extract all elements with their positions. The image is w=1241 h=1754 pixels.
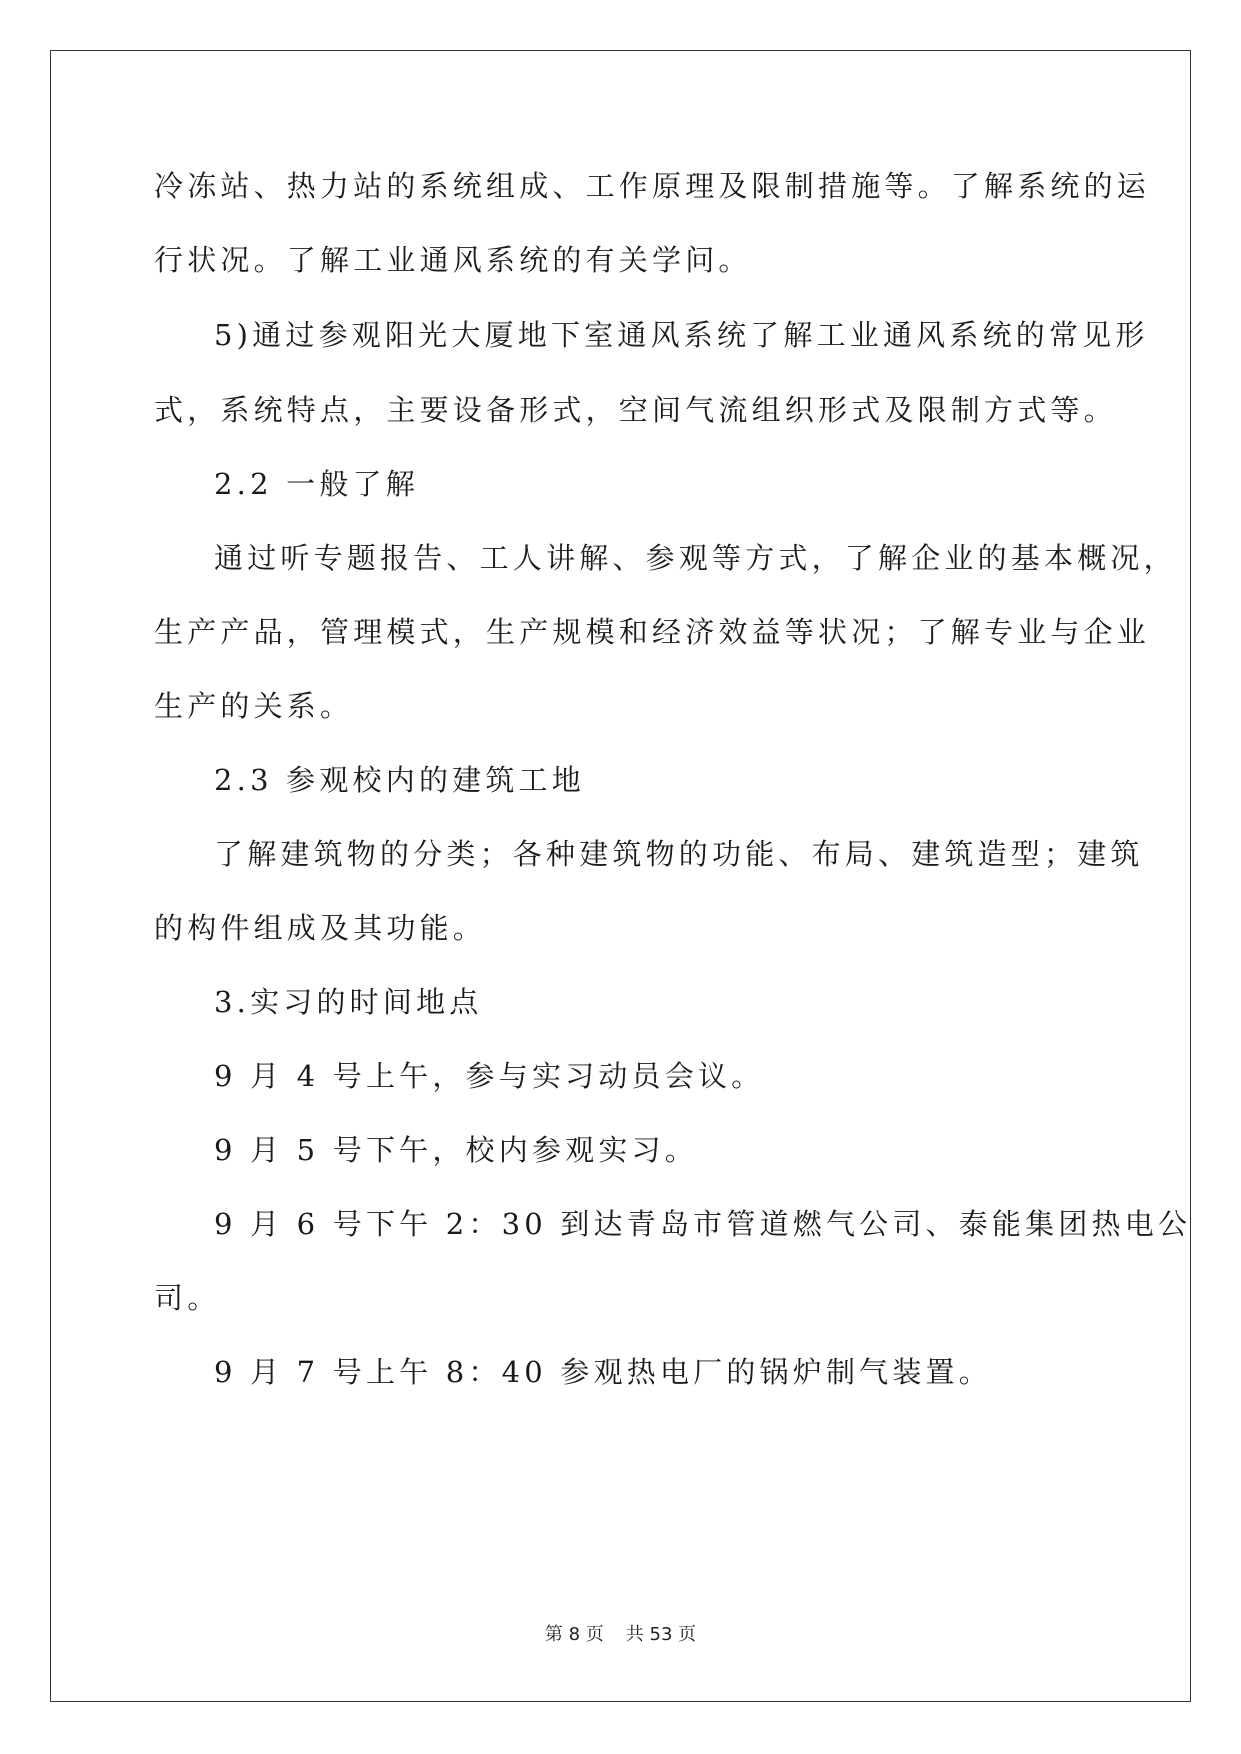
page-border bbox=[50, 50, 1191, 1702]
paragraph-line: 冷冻站、热力站的系统组成、工作原理及限制措施等。了解系统的运 bbox=[154, 169, 1151, 203]
page-footer bbox=[0, 1620, 1241, 1646]
paragraph-line: 了解建筑物的分类；各种建筑物的功能、布局、建筑造型；建筑 bbox=[214, 837, 1144, 871]
paragraph-line: 的构件组成及其功能。 bbox=[154, 911, 487, 945]
paragraph-line: 生产的关系。 bbox=[154, 689, 354, 723]
paragraph-line: 司。 bbox=[154, 1281, 221, 1315]
paragraph-line: 9 月 7 号上午 8：40 参观热电厂的锅炉制气装置。 bbox=[214, 1355, 992, 1389]
section-heading: 2.3 参观校内的建筑工地 bbox=[214, 763, 585, 797]
paragraph-line: 通过听专题报告、工人讲解、参观等方式，了解企业的基本概况， bbox=[214, 541, 1177, 575]
section-heading: 3.实习的时间地点 bbox=[214, 985, 483, 1019]
current-page-label: 第 8 页 bbox=[544, 1624, 604, 1645]
paragraph-line: 生产产品，管理模式，生产规模和经济效益等状况；了解专业与企业 bbox=[154, 615, 1151, 649]
section-heading: 2.2 一般了解 bbox=[214, 467, 419, 501]
paragraph-line: 式，系统特点，主要设备形式，空间气流组织形式及限制方式等。 bbox=[154, 393, 1117, 427]
paragraph-line: 9 月 4 号上午，参与实习动员会议。 bbox=[214, 1059, 765, 1093]
paragraph-line: 9 月 5 号下午，校内参观实习。 bbox=[214, 1133, 698, 1167]
paragraph-line: 5)通过参观阳光大厦地下室通风系统了解工业通风系统的常见形 bbox=[214, 318, 1149, 352]
paragraph-line: 9 月 6 号下午 2：30 到达青岛市管道燃气公司、泰能集团热电公 bbox=[214, 1207, 1192, 1241]
total-pages-label: 共 53 页 bbox=[625, 1624, 697, 1645]
paragraph-line: 行状况。了解工业通风系统的有关学问。 bbox=[154, 243, 752, 277]
